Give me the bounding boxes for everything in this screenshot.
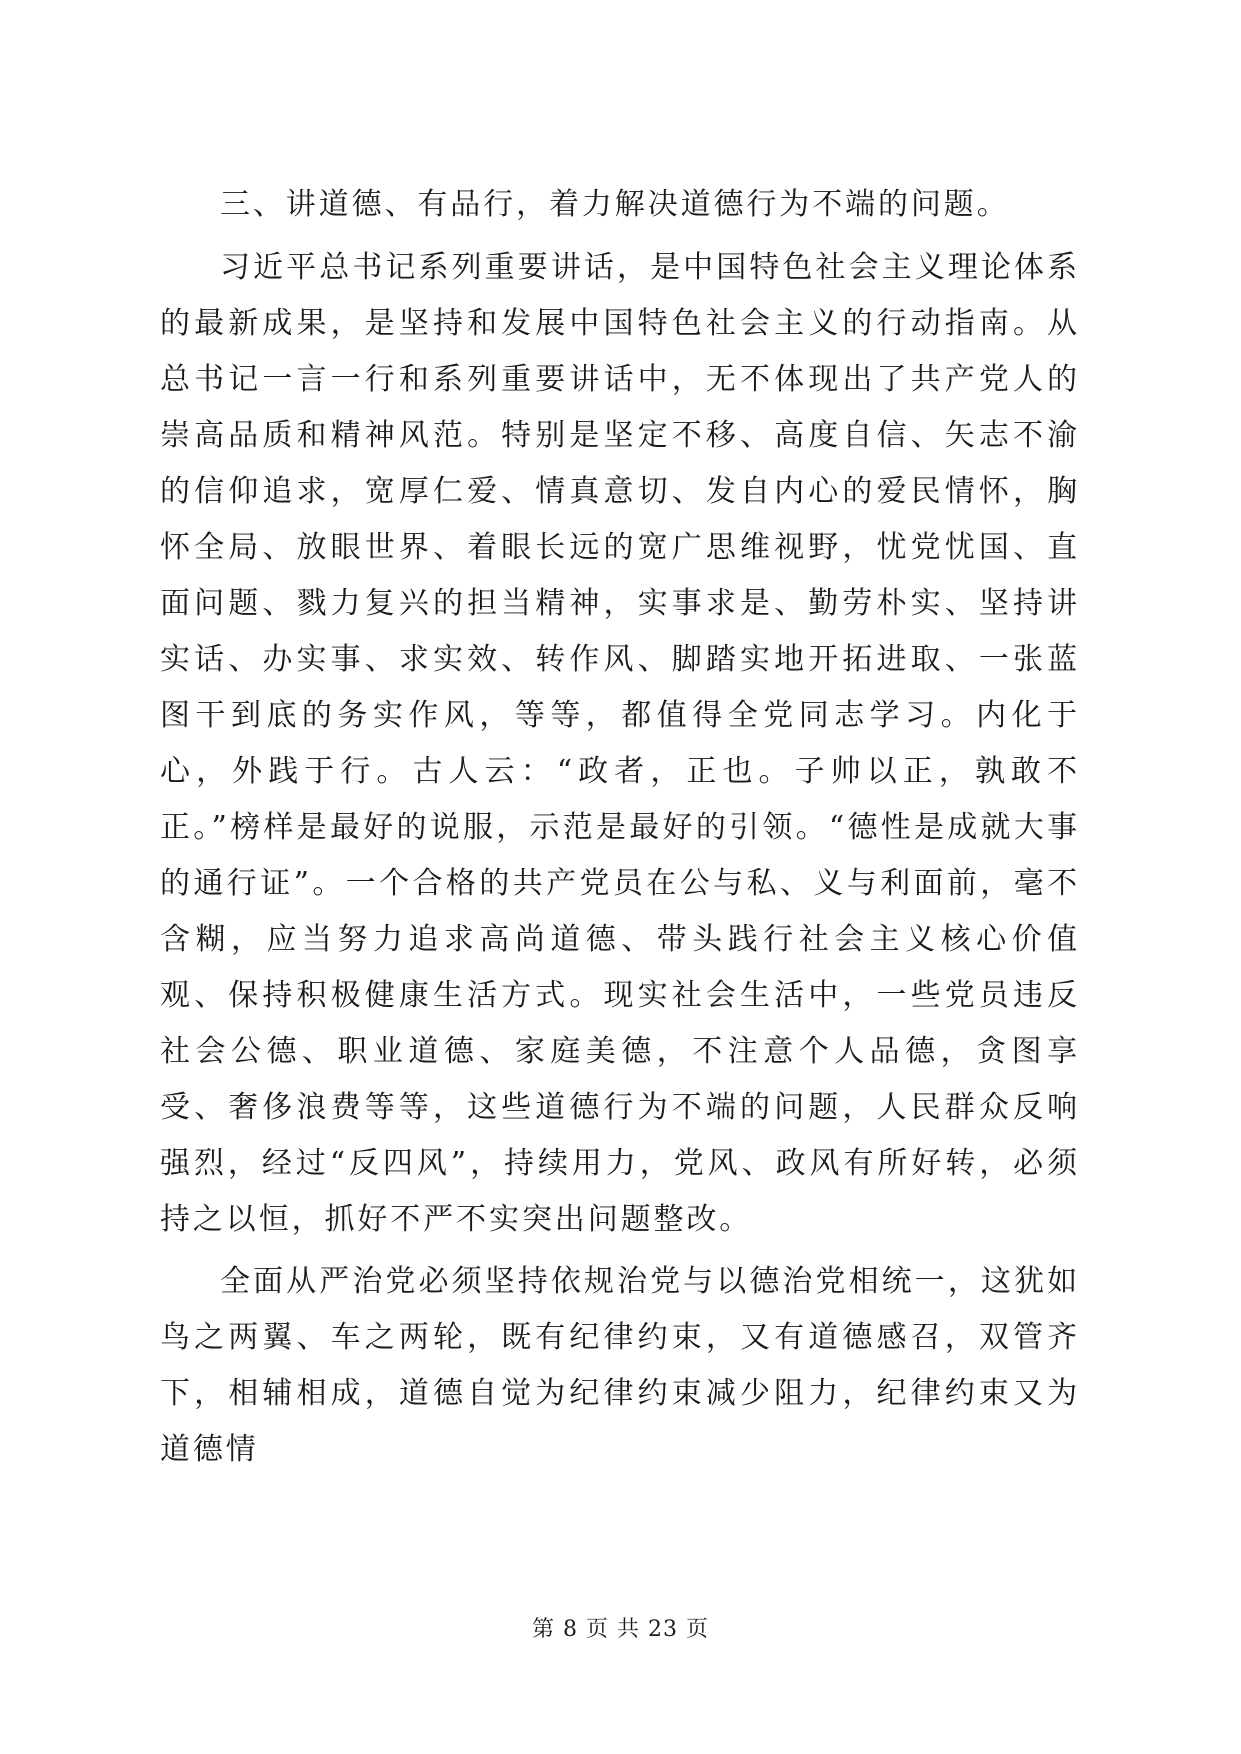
page-number: 第 8 页 共 23 页 <box>532 1617 709 1642</box>
body-paragraph: 习近平总书记系列重要讲话，是中国特色社会主义理论体系的最新成果，是坚持和发展中国特色社会主义的行动指南。从总书记一言一行和系列重要讲话中，无不体现出了共产党人的崇高品质和精神风范。特别是坚定不移、高度自信、矢志不渝的信仰追求，宽厚仁爱、情真意切、发自内心的爱民情怀，胸怀全局、放眼世界、着眼长远的宽广思维视野，忧党忧国、直面问题、戮力复兴的担当精神，实事求是、勤劳朴实、坚持讲实话、办实事、求实效、转作风、脚踏实地开拓进取、一张蓝图干到底的务实作风，等等，都值得全党同志学习。内化于心，外践于行。古人云：“政者，正也。子帅以正，孰敢不正。”榜样是最好的说服，示范是最好的引领。“德性是成就大事的通行证”。一个合格的共产党员在公与私、义与利面前，毫不含糊，应当努力追求高尚道德、带头践行社会主义核心价值观、保持积极健康生活方式。现实社会生活中，一些党员违反社会公德、职业道德、家庭美德，不注意个人品德，贪图享受、奢侈浪费等等，这些道德行为不端的问题，人民群众反响强烈，经过“反四风”，持续用力，党风、政风有所好转，必须持之以恒，抓好不严不实突出问题整改。 <box>160 250 1080 1237</box>
document-body <box>160 176 1080 1478</box>
body-paragraph: 全面从严治党必须坚持依规治党与以德治党相统一，这犹如鸟之两翼、车之两轮，既有纪律约束，又有道德感召，双管齐下，相辅相成，道德自觉为纪律约束减少阻力，纪律约束又为道德情 <box>160 1264 1080 1467</box>
section-heading: 三、讲道德、有品行，着力解决道德行为不端的问题。 <box>220 187 1010 222</box>
